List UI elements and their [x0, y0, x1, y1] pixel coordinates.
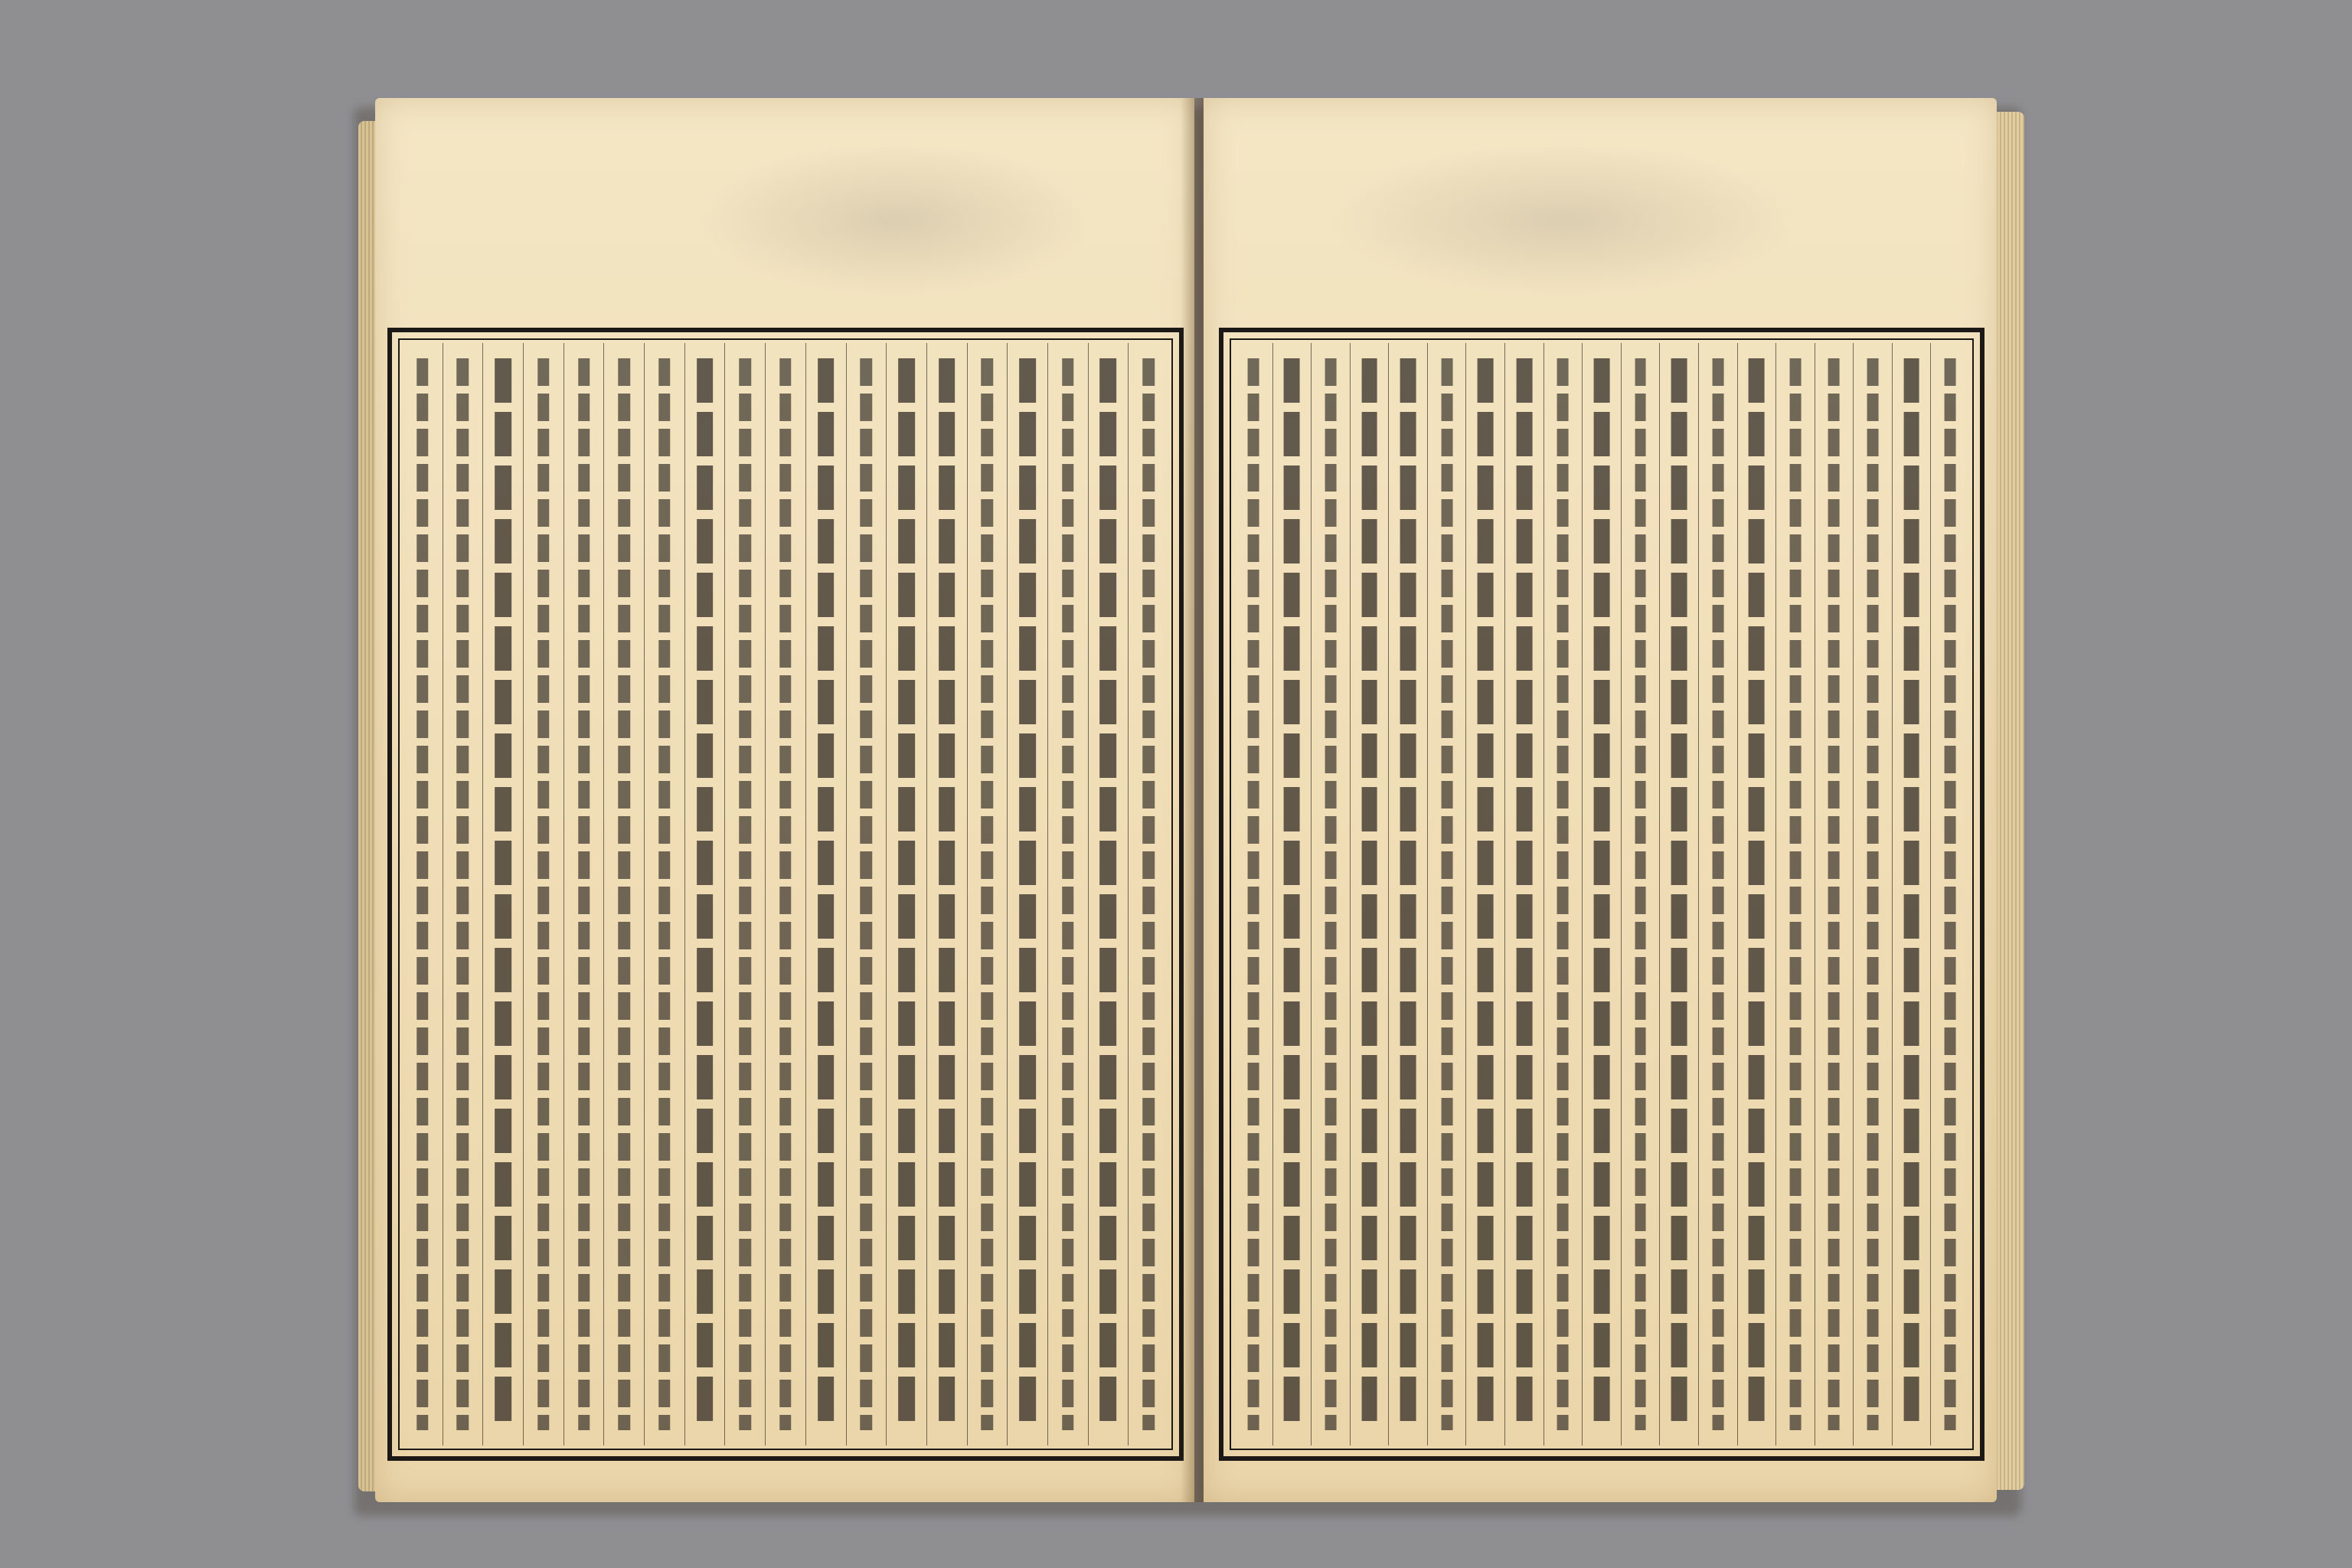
text-column: [805, 343, 846, 1446]
text-column: [1892, 343, 1931, 1446]
open-book: [361, 98, 2020, 1502]
text-column: [1311, 343, 1350, 1446]
text-column: [523, 343, 564, 1446]
text-column: [1815, 343, 1854, 1446]
text-column: [765, 343, 805, 1446]
text-column: [1698, 343, 1737, 1446]
text-column: [967, 343, 1008, 1446]
text-column: [443, 343, 483, 1446]
left-text-columns: [403, 343, 1168, 1446]
text-column: [684, 343, 725, 1446]
text-column: [1582, 343, 1621, 1446]
text-column: [1775, 343, 1815, 1446]
text-column: [1128, 343, 1168, 1446]
text-column: [1350, 343, 1389, 1446]
left-text-frame: [387, 328, 1184, 1461]
text-column: [1930, 343, 1969, 1446]
text-column: [482, 343, 523, 1446]
text-column: [1737, 343, 1776, 1446]
text-column: [1621, 343, 1660, 1446]
left-page: [375, 98, 1194, 1502]
text-column: [886, 343, 926, 1446]
text-column: [1465, 343, 1504, 1446]
text-column: [1659, 343, 1698, 1446]
text-column: [1388, 343, 1427, 1446]
text-column: [644, 343, 684, 1446]
text-column: [724, 343, 765, 1446]
text-column: [1504, 343, 1544, 1446]
text-column: [603, 343, 644, 1446]
text-column: [1234, 343, 1272, 1446]
text-column: [1088, 343, 1129, 1446]
text-column: [403, 343, 443, 1446]
ink-bleed: [1326, 144, 1801, 297]
text-column: [1544, 343, 1583, 1446]
text-column: [1047, 343, 1088, 1446]
ink-bleed: [697, 144, 1095, 297]
text-column: [1427, 343, 1466, 1446]
text-column: [926, 343, 967, 1446]
text-column: [1853, 343, 1892, 1446]
text-column: [1007, 343, 1047, 1446]
text-column: [846, 343, 887, 1446]
text-column: [1272, 343, 1312, 1446]
right-text-columns: [1234, 343, 1969, 1446]
right-text-frame: [1219, 328, 1984, 1461]
text-column: [564, 343, 604, 1446]
right-page: [1204, 98, 1997, 1502]
